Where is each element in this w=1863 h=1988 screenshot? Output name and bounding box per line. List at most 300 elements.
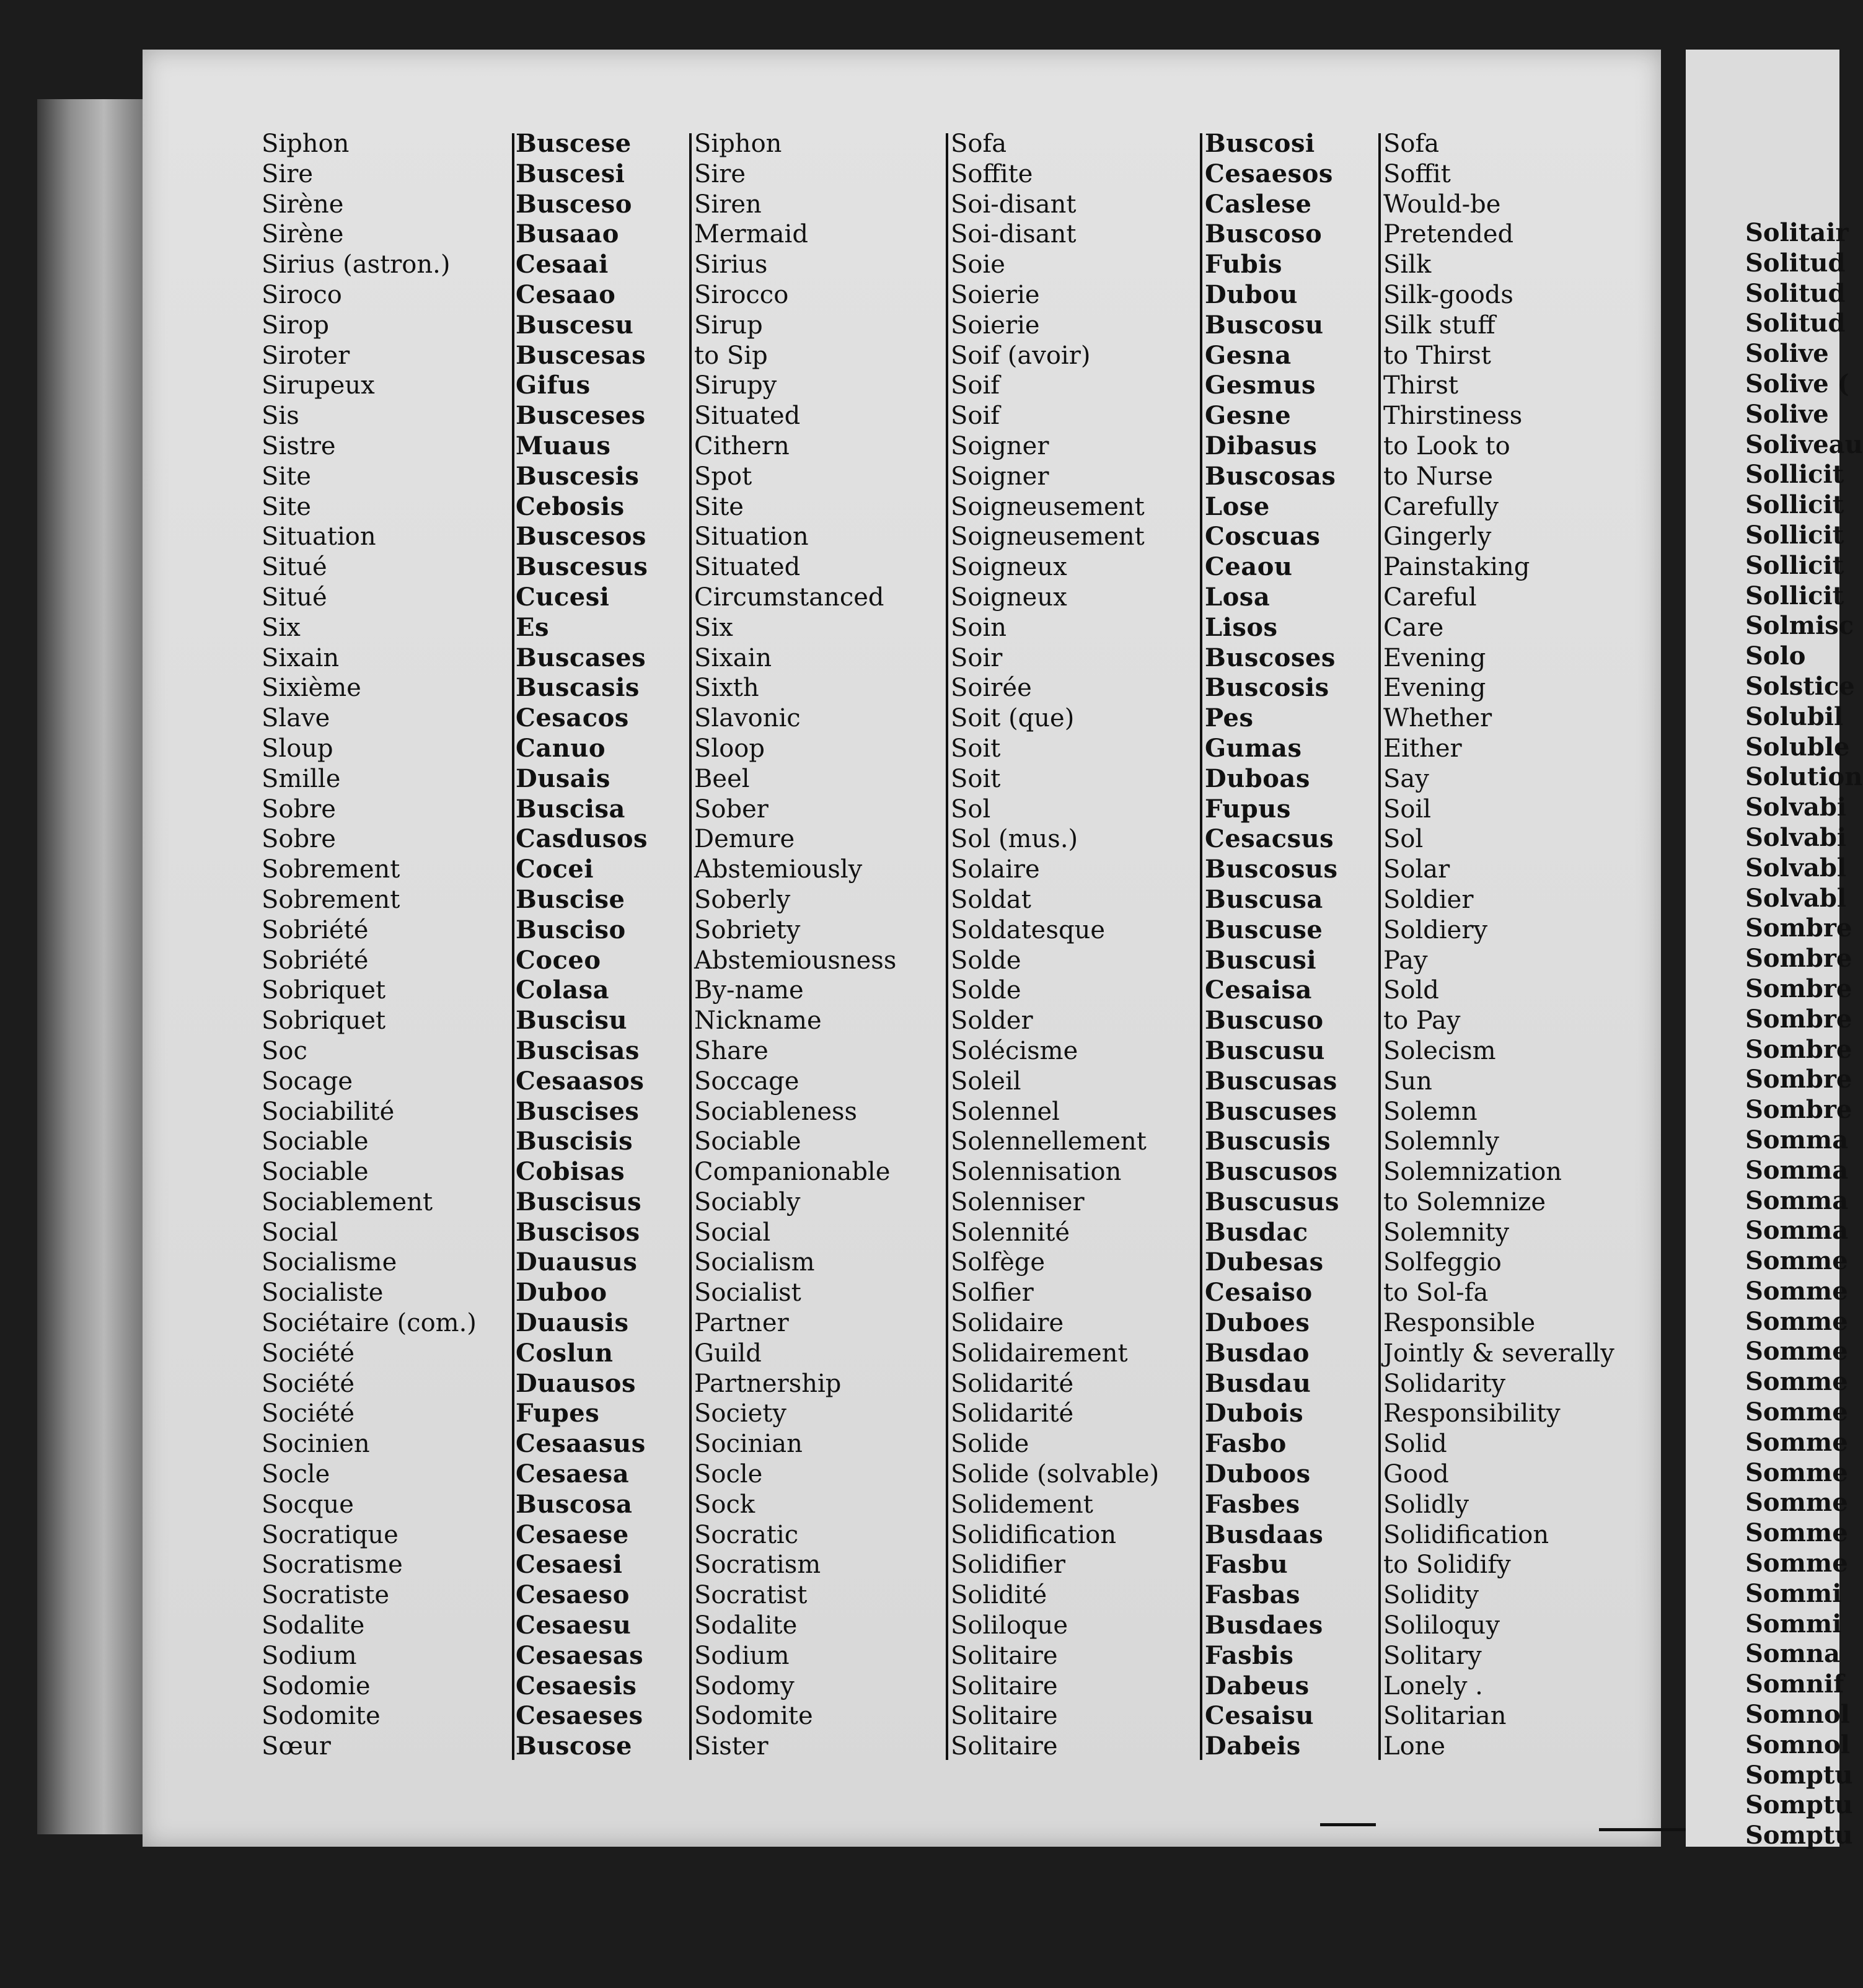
dictionary-entry: Soigner xyxy=(951,431,1049,460)
dictionary-entry: Gesmus xyxy=(1205,371,1316,400)
dictionary-entry: Duboo xyxy=(516,1278,607,1308)
dictionary-entry: Sommi xyxy=(1745,1609,1842,1638)
dictionary-entry: Slave xyxy=(262,704,330,733)
dictionary-entry: Sodomy xyxy=(694,1671,795,1700)
dictionary-entry: Jointly & severally xyxy=(1383,1339,1614,1368)
dictionary-entry: Soin xyxy=(951,613,1007,642)
dictionary-entry: Would-be xyxy=(1383,190,1501,219)
dictionary-entry: Sodomite xyxy=(694,1702,813,1731)
dictionary-entry: Solemnization xyxy=(1383,1158,1562,1187)
dictionary-entry: Somnol xyxy=(1745,1700,1850,1730)
dictionary-entry: Soigneusement xyxy=(951,522,1145,552)
dictionary-entry: Solitaire xyxy=(951,1732,1058,1761)
dictionary-entry: Gifus xyxy=(516,371,591,400)
dictionary-entry: Buscuse xyxy=(1205,915,1323,944)
dictionary-entry: Buscese xyxy=(516,129,632,158)
dictionary-entry: Sirupeux xyxy=(262,371,375,400)
dictionary-entry: Buscosu xyxy=(1205,310,1324,340)
dictionary-entry: Soliloquy xyxy=(1383,1611,1500,1640)
column-rule xyxy=(1200,133,1202,1760)
dictionary-entry: Duboes xyxy=(1205,1308,1310,1338)
dictionary-entry: Somme xyxy=(1745,1518,1848,1548)
dictionary-entry: Sociable xyxy=(262,1127,369,1156)
dictionary-entry: Fasbas xyxy=(1205,1580,1301,1610)
dictionary-entry: Sociablement xyxy=(262,1187,433,1216)
dictionary-entry: Duboos xyxy=(1205,1459,1311,1489)
dictionary-entry: to Solemnize xyxy=(1383,1187,1546,1216)
dictionary-entry: Duausos xyxy=(516,1368,636,1398)
dictionary-entry: Dubesas xyxy=(1205,1247,1324,1277)
dictionary-entry: Somnol xyxy=(1745,1730,1850,1759)
dictionary-entry: Gesne xyxy=(1205,401,1292,431)
dictionary-entry: Six xyxy=(262,613,301,642)
dictionary-entry: Cesacos xyxy=(516,703,629,733)
dictionary-entry: Sirène xyxy=(262,220,344,249)
dictionary-entry: Sodium xyxy=(694,1641,790,1670)
dictionary-entry: Buscesas xyxy=(516,340,646,370)
dictionary-entry: Socratiste xyxy=(262,1581,389,1610)
dictionary-entry: Site xyxy=(262,462,311,491)
dictionary-entry: Solemn xyxy=(1383,1097,1478,1126)
dictionary-entry: Cithern xyxy=(694,431,790,460)
dictionary-entry: By-name xyxy=(694,976,804,1005)
dictionary-entry: Fasbes xyxy=(1205,1489,1300,1519)
dictionary-entry: Solennisation xyxy=(951,1158,1122,1187)
dictionary-entry: Solitud xyxy=(1745,278,1846,308)
dictionary-entry: Solvabi xyxy=(1745,822,1847,852)
dictionary-entry: Buscases xyxy=(516,643,646,672)
dictionary-entry: Solder xyxy=(951,1006,1033,1036)
dictionary-entry: Sombre xyxy=(1745,974,1852,1003)
dictionary-entry: Buscusos xyxy=(1205,1157,1338,1187)
dictionary-entry: Pes xyxy=(1205,703,1254,733)
dictionary-entry: Cobisas xyxy=(516,1157,625,1187)
dictionary-entry: Cesaesos xyxy=(1205,159,1333,188)
dictionary-entry: Busciso xyxy=(516,915,626,944)
dictionary-entry: Soil xyxy=(1383,794,1432,824)
dictionary-entry: Soc xyxy=(262,1036,307,1065)
dictionary-entry: Spot xyxy=(694,462,752,491)
dictionary-entry: Buscuso xyxy=(1205,1006,1324,1036)
dictionary-entry: Solidaire xyxy=(951,1309,1064,1338)
dictionary-entry: Buscose xyxy=(516,1731,632,1761)
dictionary-entry: Sommi xyxy=(1745,1578,1842,1608)
dictionary-entry: Buscosi xyxy=(1205,129,1315,158)
dictionary-entry: Sobriety xyxy=(694,915,801,944)
column-code-1 xyxy=(516,129,648,1762)
dictionary-entry: Buscosas xyxy=(1205,461,1336,491)
dictionary-entry: Soleil xyxy=(951,1067,1021,1096)
dictionary-entry: Buscuses xyxy=(1205,1096,1337,1126)
dictionary-entry: Silk xyxy=(1383,250,1432,279)
dictionary-entry: Sobriété xyxy=(262,915,369,944)
dictionary-entry: Buscesus xyxy=(516,552,648,582)
column-rule xyxy=(1378,133,1381,1760)
dictionary-entry: Sobriquet xyxy=(262,976,386,1005)
dictionary-entry: Solvabl xyxy=(1745,853,1847,882)
dictionary-entry: Sollicit xyxy=(1745,581,1844,610)
dictionary-entry: Solitarian xyxy=(1383,1702,1507,1731)
dictionary-entry: Sister xyxy=(694,1732,769,1761)
dictionary-entry: Sirius xyxy=(694,250,768,279)
dictionary-entry: Situated xyxy=(694,553,801,582)
dictionary-entry: Casdusos xyxy=(516,824,648,854)
dictionary-entry: Solidité xyxy=(951,1581,1047,1610)
dictionary-entry: Silk stuff xyxy=(1383,310,1495,340)
dictionary-entry: Cesaasus xyxy=(516,1429,646,1459)
dictionary-entry: Buscises xyxy=(516,1096,640,1126)
dictionary-entry: Say xyxy=(1383,764,1429,793)
dictionary-entry: Busdaas xyxy=(1205,1520,1324,1549)
dictionary-entry: Sirup xyxy=(694,310,763,340)
dictionary-entry: Socinien xyxy=(262,1430,370,1459)
dictionary-entry: Solstice xyxy=(1745,671,1855,701)
dictionary-entry: Busaao xyxy=(516,219,619,249)
dictionary-entry: Dusais xyxy=(516,763,610,793)
dictionary-entry: Buscusas xyxy=(1205,1066,1337,1096)
dictionary-entry: Fasbo xyxy=(1205,1429,1287,1459)
dictionary-entry: Sollicit xyxy=(1745,520,1844,550)
dictionary-entry: Evening xyxy=(1383,674,1486,703)
dictionary-entry: Socialism xyxy=(694,1248,815,1277)
dictionary-entry: Lone xyxy=(1383,1732,1446,1761)
dictionary-entry: Sombre xyxy=(1745,1095,1852,1125)
dictionary-entry: Situated xyxy=(694,402,801,431)
dictionary-entry: Responsible xyxy=(1383,1309,1536,1338)
dictionary-entry: Busdau xyxy=(1205,1368,1311,1398)
dictionary-entry: Buscosa xyxy=(516,1489,633,1519)
dictionary-entry: Busdac xyxy=(1205,1217,1308,1247)
dictionary-entry: Soir xyxy=(951,643,1003,672)
dictionary-entry: Somme xyxy=(1745,1276,1848,1306)
dictionary-entry: Companionable xyxy=(694,1158,891,1187)
dictionary-entry: Fubis xyxy=(1205,250,1282,279)
dictionary-entry: to Sol-fa xyxy=(1383,1278,1489,1308)
dictionary-entry: Sun xyxy=(1383,1067,1432,1096)
dictionary-entry: Solemnly xyxy=(1383,1127,1500,1156)
dictionary-entry: Sirupy xyxy=(694,371,777,400)
dictionary-entry: Somme xyxy=(1745,1549,1848,1578)
dictionary-entry: Socratic xyxy=(694,1520,799,1549)
dictionary-entry: Solde xyxy=(951,946,1021,975)
dictionary-entry: Sixain xyxy=(262,643,340,672)
dictionary-entry: Cocei xyxy=(516,855,594,884)
column-english-2 xyxy=(1383,129,1614,1762)
column-rule xyxy=(946,133,948,1760)
dictionary-entry: Solubil xyxy=(1745,702,1844,731)
dictionary-entry: Fasbu xyxy=(1205,1550,1288,1580)
dictionary-entry: Sociableness xyxy=(694,1097,858,1126)
dictionary-entry: Buscisu xyxy=(516,1006,628,1036)
dictionary-entry: Socage xyxy=(262,1067,353,1096)
dictionary-entry: Somme xyxy=(1745,1306,1848,1336)
dictionary-entry: Soldier xyxy=(1383,885,1474,914)
dictionary-entry: Mermaid xyxy=(694,220,808,249)
dictionary-entry: Soldatesque xyxy=(951,915,1106,944)
dictionary-entry: Sober xyxy=(694,794,769,824)
dictionary-entry: Sirop xyxy=(262,310,330,340)
dictionary-entry: Cesaeses xyxy=(516,1701,643,1731)
dictionary-entry: to Look to xyxy=(1383,431,1510,460)
dictionary-entry: Solvabl xyxy=(1745,883,1847,913)
dictionary-entry: Cucesi xyxy=(516,582,610,612)
dictionary-entry: Solitary xyxy=(1383,1641,1482,1670)
dictionary-entry: Gesna xyxy=(1205,340,1292,370)
dictionary-entry: Sollicit xyxy=(1745,490,1844,520)
dictionary-entry: Sociable xyxy=(262,1158,369,1187)
dictionary-entry: Cesaiso xyxy=(1205,1278,1313,1308)
dictionary-entry: Soi-disant xyxy=(951,220,1077,249)
dictionary-entry: Coceo xyxy=(516,945,601,975)
dictionary-entry: Buscoso xyxy=(1205,219,1323,249)
dictionary-entry: to Pay xyxy=(1383,1006,1461,1036)
dictionary-entry: Sol xyxy=(1383,825,1424,854)
column-english-1 xyxy=(694,129,896,1762)
dictionary-entry: Soffite xyxy=(951,159,1033,188)
dictionary-entry: Sloop xyxy=(694,734,765,763)
dictionary-entry: Sol xyxy=(951,794,991,824)
dictionary-entry: Fasbis xyxy=(1205,1640,1294,1670)
dictionary-entry: Abstemiousness xyxy=(694,946,897,975)
dictionary-entry: Sirius (astron.) xyxy=(262,250,451,279)
dictionary-entry: Thirstiness xyxy=(1383,402,1523,431)
dictionary-entry: Sixième xyxy=(262,674,361,703)
dictionary-entry: Situé xyxy=(262,553,327,582)
dictionary-entry: Cesaeso xyxy=(516,1580,630,1610)
dictionary-entry: Sodomite xyxy=(262,1702,381,1731)
dictionary-entry: Siren xyxy=(694,190,762,219)
dictionary-entry: Circumstanced xyxy=(694,583,884,612)
dictionary-entry: Sire xyxy=(694,159,746,188)
dictionary-entry: Somme xyxy=(1745,1427,1848,1457)
dictionary-entry: Sociable xyxy=(694,1127,801,1156)
dictionary-entry: Solidity xyxy=(1383,1581,1479,1610)
dictionary-entry: Guild xyxy=(694,1339,762,1368)
dictionary-entry: Careful xyxy=(1383,583,1477,612)
dictionary-entry: Socialiste xyxy=(262,1278,384,1308)
dictionary-entry: Abstemiously xyxy=(694,855,863,884)
dictionary-entry: Solidairement xyxy=(951,1339,1128,1368)
dictionary-entry: Sixain xyxy=(694,643,772,672)
column-french-1 xyxy=(262,129,477,1762)
dictionary-entry: Soie xyxy=(951,250,1005,279)
dictionary-entry: Solive xyxy=(1745,339,1829,369)
dictionary-entry: Somme xyxy=(1745,1458,1848,1487)
dictionary-entry: Siroter xyxy=(262,341,350,370)
dictionary-entry: Somptu xyxy=(1745,1790,1853,1820)
dictionary-entry: Solid xyxy=(1383,1430,1447,1459)
dictionary-entry: Fupus xyxy=(1205,794,1291,824)
dictionary-entry: Soluble xyxy=(1745,732,1850,762)
dictionary-entry: Société xyxy=(262,1399,355,1428)
dictionary-entry: Sociétaire (com.) xyxy=(262,1309,477,1338)
dictionary-entry: Coslun xyxy=(516,1338,614,1368)
dictionary-entry: Solidarity xyxy=(1383,1369,1506,1398)
dictionary-entry: to Thirst xyxy=(1383,341,1491,370)
dictionary-entry: Duboas xyxy=(1205,763,1310,793)
dictionary-entry: Sire xyxy=(262,159,313,188)
dictionary-entry: Socialisme xyxy=(262,1248,397,1277)
dictionary-entry: Carefully xyxy=(1383,492,1499,521)
dictionary-entry: Pay xyxy=(1383,946,1428,975)
dictionary-entry: Dabeus xyxy=(1205,1671,1310,1700)
dictionary-entry: Gingerly xyxy=(1383,522,1492,552)
dictionary-entry: Solmisc xyxy=(1745,611,1854,641)
dictionary-entry: Cesaesu xyxy=(516,1611,632,1640)
dictionary-entry: Es xyxy=(516,612,550,642)
dictionary-entry: Sofa xyxy=(951,130,1007,158)
dictionary-entry: Soldat xyxy=(951,885,1031,914)
column-rule xyxy=(512,133,514,1760)
dictionary-entry: Buscusa xyxy=(1205,884,1323,914)
dictionary-entry: Sollicit xyxy=(1745,460,1844,490)
dictionary-entry: Situation xyxy=(262,522,376,552)
dictionary-entry: Soierie xyxy=(951,280,1040,309)
dictionary-entry: Solenniser xyxy=(951,1187,1085,1216)
dictionary-entry: Soif (avoir) xyxy=(951,341,1091,370)
dictionary-entry: Demure xyxy=(694,825,795,854)
dictionary-entry: Solitud xyxy=(1745,248,1846,278)
dictionary-entry: Dubois xyxy=(1205,1399,1304,1428)
dictionary-entry: Lonely . xyxy=(1383,1671,1483,1700)
dictionary-entry: Thirst xyxy=(1383,371,1458,400)
dictionary-entry: Solive xyxy=(1745,399,1829,429)
dictionary-entry: Solive ( xyxy=(1745,369,1849,398)
dictionary-entry: Solidifier xyxy=(951,1550,1065,1580)
dictionary-entry: Buscesos xyxy=(516,522,646,552)
dictionary-entry: Busceses xyxy=(516,401,646,431)
dictionary-entry: Solfeggio xyxy=(1383,1248,1502,1277)
dictionary-entry: Evening xyxy=(1383,643,1486,672)
dictionary-entry: Buscesu xyxy=(516,310,634,340)
dictionary-entry: Responsibility xyxy=(1383,1399,1561,1428)
dictionary-entry: Soliloque xyxy=(951,1611,1068,1640)
dictionary-entry: Socratism xyxy=(694,1550,821,1580)
dictionary-entry: Soit xyxy=(951,734,1001,763)
dictionary-entry: Solitaire xyxy=(951,1641,1058,1670)
dictionary-entry: Share xyxy=(694,1036,769,1065)
dictionary-entry: Société xyxy=(262,1369,355,1398)
dictionary-entry: Sobrement xyxy=(262,885,400,914)
dictionary-entry: Solidarité xyxy=(951,1399,1074,1428)
dictionary-entry: Somnif xyxy=(1745,1669,1844,1699)
dictionary-entry: Solfier xyxy=(951,1278,1034,1308)
dictionary-entry: Socinian xyxy=(694,1430,803,1459)
dictionary-entry: Colasa xyxy=(516,975,610,1005)
dictionary-entry: Buscusus xyxy=(1205,1187,1339,1216)
dictionary-entry: Solennité xyxy=(951,1218,1070,1247)
dictionary-entry: Sodalite xyxy=(694,1611,798,1640)
dictionary-entry: Ceaou xyxy=(1205,552,1293,582)
dictionary-entry: Socle xyxy=(262,1460,330,1489)
dictionary-entry: Sol (mus.) xyxy=(951,825,1078,854)
dictionary-entry: Socratist xyxy=(694,1581,808,1610)
dictionary-entry: Somma xyxy=(1745,1216,1849,1246)
dictionary-entry: Solide (solvable) xyxy=(951,1460,1160,1489)
dictionary-entry: Somme xyxy=(1745,1337,1848,1366)
dictionary-entry: Either xyxy=(1383,734,1462,763)
dictionary-entry: to Sip xyxy=(694,341,768,370)
dictionary-entry: Soi-disant xyxy=(951,190,1077,219)
dictionary-entry: Solitaire xyxy=(951,1671,1058,1700)
dictionary-entry: Cesaao xyxy=(516,279,616,309)
dictionary-entry: Somme xyxy=(1745,1488,1848,1518)
dictionary-entry: Cesaisu xyxy=(1205,1701,1315,1731)
book-page-edges xyxy=(37,99,149,1834)
dictionary-entry: Losa xyxy=(1205,582,1271,612)
dictionary-entry: Busdaes xyxy=(1205,1611,1323,1640)
dictionary-entry: Buscusis xyxy=(1205,1127,1331,1156)
dictionary-entry: Cesacsus xyxy=(1205,824,1334,854)
dictionary-entry: Somma xyxy=(1745,1125,1849,1155)
dictionary-entry: Somna xyxy=(1745,1639,1840,1669)
dictionary-entry: Somptu xyxy=(1745,1760,1853,1790)
dictionary-entry: Situation xyxy=(694,522,809,552)
column-code-2 xyxy=(1205,129,1339,1762)
dictionary-entry: Buscisus xyxy=(516,1187,642,1216)
dictionary-entry: Siphon xyxy=(262,130,350,158)
dictionary-entry: Socialist xyxy=(694,1278,801,1308)
dictionary-entry: Buscisa xyxy=(516,794,625,824)
dictionary-entry: Soif xyxy=(951,371,1000,400)
dictionary-entry: Sombre xyxy=(1745,1004,1852,1034)
dictionary-entry: Cesaesi xyxy=(516,1550,623,1580)
dictionary-entry: Lisos xyxy=(1205,612,1278,642)
dictionary-entry: Solide xyxy=(951,1430,1029,1459)
dictionary-entry: Soit (que) xyxy=(951,704,1075,733)
dictionary-entry: Sirène xyxy=(262,190,344,219)
dictionary-entry: Buscosus xyxy=(1205,855,1338,884)
dictionary-entry: Solitair xyxy=(1745,218,1849,247)
dictionary-entry: Cesaesas xyxy=(516,1640,644,1670)
dictionary-entry: Solution xyxy=(1745,762,1863,792)
dictionary-entry: Sodalite xyxy=(262,1611,365,1640)
column-facing-page xyxy=(1745,218,1863,1851)
dictionary-entry: Whether xyxy=(1383,704,1492,733)
dictionary-entry: Solidement xyxy=(951,1490,1093,1519)
dictionary-entry: Sodomie xyxy=(262,1671,371,1700)
dictionary-entry: Sock xyxy=(694,1490,755,1519)
dictionary-entry: Socratique xyxy=(262,1520,399,1549)
dictionary-entry: Société xyxy=(262,1339,355,1368)
dictionary-entry: Sobre xyxy=(262,794,336,824)
dictionary-entry: Dubou xyxy=(1205,279,1298,309)
dictionary-entry: Busdao xyxy=(1205,1338,1310,1368)
dictionary-entry: Socque xyxy=(262,1490,354,1519)
dictionary-entry: Sobrement xyxy=(262,855,400,884)
dictionary-entry: Solar xyxy=(1383,855,1450,884)
dictionary-entry: Buscesis xyxy=(516,461,640,491)
dictionary-entry: Buscoses xyxy=(1205,643,1336,672)
dictionary-entry: Beel xyxy=(694,764,750,793)
dictionary-entry: Dibasus xyxy=(1205,431,1318,460)
dictionary-entry: to Nurse xyxy=(1383,462,1493,491)
dictionary-entry: Somma xyxy=(1745,1155,1849,1185)
dictionary-entry: Solo xyxy=(1745,641,1806,671)
dictionary-entry: Somme xyxy=(1745,1246,1848,1276)
dictionary-entry: Sœur xyxy=(262,1732,331,1761)
dictionary-entry: Solidification xyxy=(951,1520,1117,1549)
dictionary-entry: Smille xyxy=(262,764,341,793)
dictionary-entry: Sirocco xyxy=(694,280,789,309)
dictionary-entry: Soccage xyxy=(694,1067,799,1096)
dictionary-entry: Six xyxy=(694,613,733,642)
dictionary-entry: Busceso xyxy=(516,189,632,219)
dictionary-entry: Solennel xyxy=(951,1097,1060,1126)
dictionary-entry: Buscusu xyxy=(1205,1036,1325,1065)
dictionary-entry: to Solidify xyxy=(1383,1550,1511,1580)
dictionary-entry: Buscise xyxy=(516,884,625,914)
